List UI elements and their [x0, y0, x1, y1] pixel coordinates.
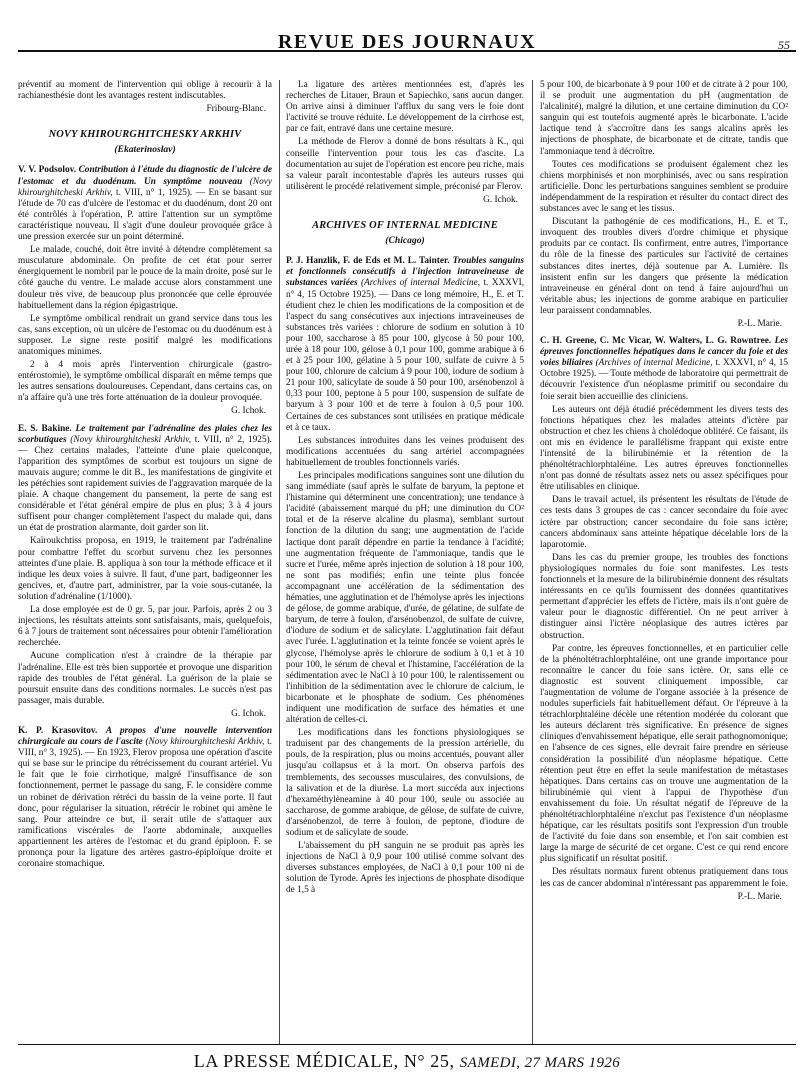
article-source-detail: t. XXXVI, n° 4, 15 Octobre 1925). [286, 278, 525, 300]
article-author: E. S. Bakine. [18, 423, 72, 434]
footer-line [18, 1051, 796, 1072]
journal-heading: ARCHIVES OF INTERNAL MEDICINE [312, 220, 498, 232]
column-divider [532, 80, 533, 1045]
article-author: C. H. Greene, C. Mc Vicar, W. Walters, L. G. Rowntree. [540, 336, 772, 347]
article-paragraph: Les substances introduites dans les veines produisent des modifications accentuées du sang artériel accompagnées habituellement de troubles fonctionnels variés. [286, 435, 524, 468]
article-source: (Novy khirourghitcheski Arkhiv, [70, 434, 192, 445]
article-text: — Chez certains malades, l'atteinte d'une plaie quelconque, l'apparition des symptômes de scorbut est toujours un signe de mauvais augure; comme le dit B., les manifestations de gingivite et les pétéchies sont rapidement suivies de l'aggravation marquée de la plaie. A chaque changement du pansement, la perte de sang est considérable et l'état général empire de plus en plus; 3 à 4 jours suffisent pour changer complètement l'aspect du malade qui, dans un état de prostration alarmante, doit garder son lit. [18, 445, 272, 534]
article-author: V. V. Podsolov. [18, 165, 77, 176]
page-footer [18, 1044, 796, 1083]
article-paragraph: 2 à 4 mois après l'intervention chirurgicale (gastro-entérostomie), le symptôme ombilical disparaît en même temps que les autres sensations douloureuses. Cependant, dans certains cas, on n'a affaire qu'à une très forte atténuation de la douleur provoquée. [18, 360, 272, 404]
article-krasovitov [18, 726, 272, 870]
column-divider [279, 80, 280, 1045]
article-podsolov [18, 165, 272, 243]
article-paragraph: La méthode de Flerov a donné de bons résultats à K., qui conseille l'intervention pour tous les cas d'ascite. La documentation au sujet de l'opération est encore peu riche, mais sa valeur paraît incontestable d'après les auteurs russes qui utilisèrent le procédé relativement simple, préconisé par Flerov. [286, 137, 524, 192]
article-paragraph: Par contre, les épreuves fonctionnelles, et en particulier celle de la phénoltétrachlorphtaléine, ont une grande importance pour reconnaître le cancer du foie sans ictère. Or, sans elle ce diagnostic est souvent cliniquement impossible, car l'augmentation de volume de l'organe associée à la présence de nodules superficiels fait habituellement défaut. Or l'épreuve à la tétrachlorphtaléine décèle une rétention modérée du colorant que les auteurs déclarent très significative. En présence de signes cliniques d'envahissement hépatique, elle serait pathognomonique; en l'absence de ces signes, elle devrait faire prendre en sérieuse considération la possibilité d'un néoplasme hépatique. Cette rétention peut être en effet la seule manifestation de métastases hépatiques. Dans certains cas on trouve une augmentation de la bilirubinémie qui vient à l'appui de l'hypothèse d'un envahissement du foie. Un résultat négatif de l'épreuve de la phénoltétrachlorphtaléine n'exclut pas l'existence d'un néoplasme hépatique, car les résultats positifs sont l'expression d'un trouble de l'activité du foie dans son ensemble, et l'on sait combien est large la marge de sécurité de cet organe. C'est ce qui rend encore plus significatif un résultat positif. [540, 643, 788, 865]
article-paragraph: Les auteurs ont déjà étudié précédemment les divers tests des fonctions hépatiques chez les malades atteints d'ictère par obstruction et chez les chiens à cholédoque oblitéré. Ce faisant, ils ont mis en évidence le parallélisme frappant qui existe entre l'intensité de la bilirubinémie et la rétention de la phénoltétrachlorphtaléine. Les autres épreuves fonctionnelles n'ont pas donné de résultats assez nets ou assez spécifiques pour être utilisables en clinique. [540, 404, 788, 493]
article-text: — En 1923, Flerov proposa une opération d'ascite qui se base sur le principe du rétrécissement du courant artériel. Vu le fait que le foie cirrhotique, malgré l'insuffisance de son fonctionnement, permet le passage du sang, F. le considère comme un robinet de dérivation rétréci du bassin de la veine porte. Il faut donc, pour régulariser la situation, rétrécir le robinet qui amène le sang. Pour atteindre ce but, il serait utile de s'attaquer aux ramifications viscérales de l'aorte abdominale, auxquelles appartiennent les artères de l'estomac et du grand épiploon. F. se prononça pour la ligature des artères gastro-épiploïque droite et coronaire stomachique. [18, 748, 272, 870]
article-source-detail: t. VIII, n° 3, 1925). [18, 737, 272, 759]
article-source-detail: t. XXXVI, n° 4, 15 Octobre 1925). [540, 358, 789, 380]
page-header [18, 0, 796, 52]
signature: Fribourg-Blanc. [206, 104, 266, 115]
article-text: — Toute méthode de laboratoire qui permettrait de découvrir l'existence d'un néoplasme primitif ou secondaire du foie serait bien accueillie des cliniciens. [540, 369, 788, 402]
signature: G. Ichok. [231, 406, 266, 417]
article-source-detail: t. VIII, n° 1, 1925). [116, 187, 193, 198]
article-source: (Archives of internal Medicine, [595, 358, 713, 369]
article-paragraph: Dans les cas du premier groupe, les troubles des fonctions physiologiques normales du foie sont manifestes. Les tests fonctionnels et la mesure de la bilirubinémie donnent des résultats intéressants en ce qu'ils fournissent des données quantitatives permettant d'apprécier les effets de l'ictère, mais ils n'ont guère de valeur pour le diagnostic différentiel. On ne peut arriver à distinguer ainsi l'ictère néoplasique des autres ictères par obstruction. [540, 552, 788, 641]
article-bakine [18, 424, 272, 535]
column-1 [18, 80, 272, 872]
article-text: — Dans ce long mémoire, H., E. et T. étudient chez le chien les modifications de la composition et de l'aspect du sang consécutives aux injections intraveineuses de substances très variées : chlorure de sodium en solution à 10 pour 100, saccharose à 85 pour 100, glycose à 50 pour 100, urée à 18 pour 100, gélose à 0,1 pour 100, gomme arabique à 6 et à 25 pour 100, gélatine à 5 pour 100, sulfate de cuivre à 5 pour 100, chlorure de calcium à 9 pour 100, iodure de sodium à 21 pour 100, salicylate de soude à 50 pour 100, arsénobenzol à 0,33 pour 100, peptone à 5 pour 100, suspension de sulfate de baryum à 3 pour 100 et de terre à foulon à 0,5 pour 100. Certaines de ces substances sont utilisées en pratique médicale et à ce taux. [286, 289, 525, 433]
article-paragraph: 5 pour 100, de bicarbonate à 9 pour 100 et de citrate à 2 pour 100, il se produit une augmentation du pH (augmentation de l'alcalinité), malgré la dilution, et une certaine diminution du CO² sanguin qui est toutefois augmenté après le bicarbonate. L'acide lactique tend à s'accroître dans les sangs alcalins après les injections de phosphate, de bicarbonate et de citrate, tandis que l'ammoniaque tend à décroître. [540, 80, 788, 157]
running-title: REVUE DES JOURNAUX [277, 31, 537, 53]
article-paragraph: Dans le travail actuel, ils présentent les résultats de l'étude de ces tests dans 3 groupes de cas : cancer secondaire du foie avec ictère par obstruction; cancer secondaire du foie sans ictère; cancers abdominaux sans atteinte hépatique décelable lors de la laparotomie. [540, 495, 788, 550]
column-3 [540, 80, 788, 908]
article-source: (Archives of internal Medicine, [360, 278, 481, 289]
article-paragraph: Le symptôme ombilical rendrait un grand service dans tous les cas, sans exception, où un ulcère de l'estomac ou du duodénum est à supposer. Le signe reste positif malgré les modifications anatomiques minimes. [18, 313, 272, 357]
footer-date: SAMEDI, 27 MARS 1926 [459, 1055, 621, 1071]
article-paragraph: Toutes ces modifications se produisent également chez les chiens morphinisés et non morphinisés, avec ou sans respiration artificielle. Donc les perturbations sanguines semblent se produire indépendamment de la respiration et résulter du contact direct des substances avec le sang et les tissus. [540, 159, 788, 215]
article-text: — En se basant sur l'étude de 70 cas d'ulcère de l'estomac et du duodénum, dont 20 ont été contrôlés à l'opération, P. attire l'attention sur un symptôme caractéristique nouveau. Il s'agit d'une douleur provoquée grâce à une pression exercée sur un point déterminé. [18, 187, 272, 243]
article-paragraph: L'abaissement du pH sanguin ne se produit pas après les injections de NaCl à 0,9 pour 100 utilisé comme solvant des diverses substances employées, de NaCl à 0,1 pour 100 ni de solution de Tyrode. Après les injections de phosphate disodique de 1,5 à [286, 841, 524, 896]
article-paragraph: Des résultats normaux furent obtenus pratiquement dans tous les cas de cancer abdominal n'intéressant pas apparemment le foie. [540, 867, 788, 889]
signature: P.-L. Marie. [737, 318, 782, 329]
article-paragraph: Aucune complication n'est à craindre de la thérapie par l'adrénaline. Elle est très bien supportée et provoque une disparition rapide des troubles de l'état général. La guérison de la plaie se poursuit ensuite dans des conditions normales. Le succès n'est pas passager, mais durable. [18, 651, 272, 706]
article-paragraph: Le malade, couché, doit être invité à détendre complètement sa musculature abdominale. On profite de cet état pour serrer énergiquement le nombril par le pouce de la main droite, posé sur le côté gauche du ventre. Le malade accuse alors constamment une douleur très vive, de beaucoup plus prononcée que celle éprouvée habituellement dans la région épigastrique. [18, 245, 272, 311]
signature: P.-L. Marie. [737, 891, 782, 902]
page-number: 55 [778, 38, 790, 52]
article-paragraph: La ligature des artères mentionnées est, d'après les recherches de Litauer, Braun et Sapiechko, sans aucun danger. On arrive ainsi à diminuer l'afflux du sang vers le foie dont l'activité se trouve réduite. Le développement de la cirrhose est, par ce fait, entravé dans une certaine mesure. [286, 80, 524, 135]
intro-paragraph: préventif au moment de l'intervention qui oblige à recourir à la rachianesthésie dont les avantages restent indiscutables. [18, 80, 272, 102]
article-paragraph: Les modifications dans les fonctions physiologiques se traduisent par des changements de la pression artérielle, du pouls, de la respiration, plus ou moins accentués, pouvant aller jusqu'au collapsus et à la mort. On observa parfois des tremblements, des secousses musculaires, des convulsions, de la salivation et de la diurèse. La mort succéda aux injections d'hexaméthylèneamine à 40 pour 100, seule ou associée au saccharose, de gomme arabique, de gélose, de sulfate de cuivre, d'arsénobenzol, de terre à foulon, de peptone, d'iodure de sodium et de salicylate de soude. [286, 728, 524, 838]
article-source: (Novy khirourghitcheski Arkhiv, [145, 737, 265, 748]
signature: G. Ichok. [483, 194, 518, 205]
signature: G. Ichok. [231, 708, 266, 719]
journal-place: (Chicago) [385, 235, 425, 247]
column-2 [286, 80, 524, 899]
article-paragraph: Kaïroukchtiss proposa, en 1919, le traitement par l'adrénaline pour combattre l'effet du scorbut survenu chez les personnes atteintes d'une plaie. B. appliqua à son tour la méthode efficace et il indique les deux voies à suivre. Il faut, d'une part, badigeonner les gencives, et, d'autre part, administrer, par la voie sous-cutanée, la solution d'adrénaline (1/1000). [18, 536, 272, 602]
journal-place: (Ekaterinoslav) [114, 144, 176, 156]
article-title: Le traitement par l'adrénaline des plaies chez les scorbutiques [18, 423, 272, 445]
article-paragraph: Les principales modifications sanguines sont une dilution du sang immédiate (sauf après le sulfate de baryum, la peptone et l'histamine qui déterminent une concentration); une tendance à l'acidité (abaissement marqué du pH; une diminution du CO² total et de la réserve alcaline du plasma), semblant surtout fonction de la dilution du sang; une augmentation de l'acide lactique dont paraît dépendre en partie la tendance à l'acidité; une augmentation fréquente de l'ammoniaque, tandis que le sucre et l'urée, même après injection de solution à 18 pour 100, ne sont pas modifiés; enfin une teinte plus foncée accompagnant une accélération de la sédimentation des hématies, une agglutination et de l'hémolyse après les injections de gélose, de gomme arabique, d'urée, de gélatine, de sulfate de baryum, de terre à foulon, d'arsénobenzol, de sulfate de cuivre, d'iodure de sodium et de salicylate. L'agglutination fait défaut avec l'urée. L'agglutination et la teinte foncée se voient après le glycose, l'hémolyse après le chlorure de sodium à 0,1 et à 10 pour 100, le sérum de cheval et l'histamine, l'accélération de la sédimentation avec le NaCl à 10 pour 100, le ralentissement ou l'inhibition de la sédimentation avec le chlorure de calcium, le bicarbonate et le phosphate de sodium. Ces phénomènes indiquent une modification de surface des hématies et une altération de celles-ci. [286, 471, 524, 726]
footer-journal: LA PRESSE MÉDICALE, N° 25, [193, 1051, 455, 1071]
article-title: A propos d'une nouvelle intervention chirurgicale au cours de l'ascite [18, 725, 273, 748]
article-title: Contribution à l'étude du diagnostic de l'ulcère de l'estomac et du duodénum. Un symptôme nouveau [18, 165, 272, 187]
article-greene [540, 336, 788, 403]
article-paragraph: Discutant la pathogénie de ces modifications, H., E. et T., invoquent des troubles divers d'ordre chimique et physique produits par ce contact. Ils confirment, entre autres, l'importance du rôle de la finesse des particules sur l'activité de certaines substances dites inertes, déjà soutenue par A. Lumière. Ils insistent enfin sur les dangers que présente la médication intraveineuse en général dont on tend à faire aujourd'hui un véritable abus; les injections de gomme arabique en particulier leur paraissent condamnables. [540, 217, 788, 316]
article-title: Troubles sanguins et fonctionnels consécutifs à l'injection intraveineuse de substances variées [286, 256, 524, 289]
article-author: K. P. Krasovitov. [18, 725, 98, 736]
article-hanzlik [286, 256, 524, 434]
article-source: (Novy khirourghitcheski Arkhiv, [18, 176, 272, 198]
journal-heading: NOVY KHIROURGHITCHESKY ARKHIV [48, 129, 242, 141]
article-author: P. J. Hanzlik, F. de Eds et M. L. Tainter. [286, 256, 450, 267]
article-source-detail: t. VIII, n° 2, 1925). [194, 434, 273, 445]
article-paragraph: La dose employée est de 0 gr. 5, par jour. Parfois, après 2 ou 3 injections, les résultats atteints sont satisfaisants, mais, quelquefois, 6 à 7 jours de traitement sont nécessaires pour obtenir l'amélioration recherchée. [18, 605, 272, 649]
article-title: Les épreuves fonctionnelles hépatiques dans le cancer du foie et des voies biliaires [540, 336, 788, 369]
